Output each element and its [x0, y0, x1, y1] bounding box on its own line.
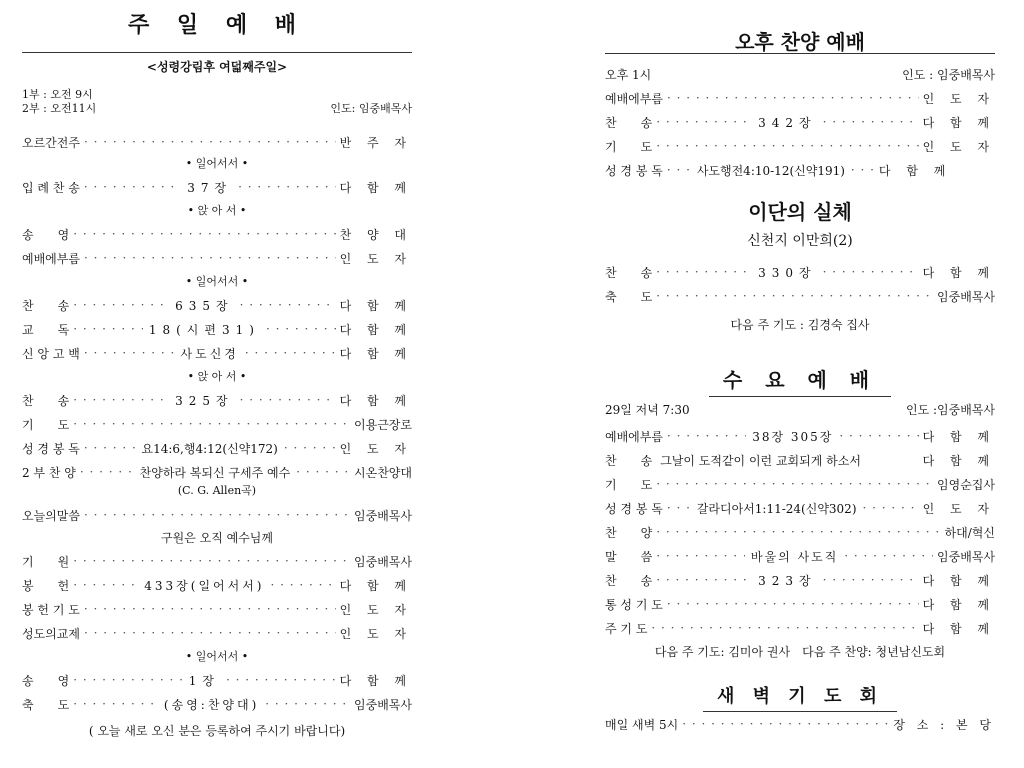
order-row	[22, 624, 412, 642]
order-row	[22, 552, 412, 570]
order-item-person: 다 함 께	[922, 429, 995, 444]
order-row	[605, 427, 995, 445]
dot-leader	[73, 227, 335, 241]
sit-note: • 앉 아 서 •	[187, 370, 247, 383]
service-time-2: 2부 : 오전11시	[22, 102, 97, 115]
order-row	[605, 137, 995, 155]
order-row	[22, 133, 412, 151]
order-item-label: 축 도	[22, 697, 70, 712]
dot-leader	[656, 525, 940, 539]
order-row	[605, 161, 995, 179]
dot-leader	[656, 115, 752, 129]
order-item-label: 예배에부름	[22, 251, 80, 266]
order-item-label: 봉 헌 기 도	[22, 602, 80, 617]
order-item-person: 인 도 자	[922, 139, 995, 154]
sermon-title: 구원은 오직 예수님께	[161, 531, 273, 545]
order-row	[22, 225, 412, 243]
order-item-detail: 사도행전4:10-12(신약191)	[696, 163, 845, 178]
afternoon-time: 오후 1시	[605, 68, 652, 82]
order-item-person: 다 함 께	[922, 621, 995, 636]
dot-leader	[73, 298, 169, 312]
order-row	[605, 547, 995, 565]
order-item-detail: 635장	[175, 298, 234, 313]
order-item-label: 송 영	[22, 227, 70, 242]
order-row	[605, 287, 995, 305]
order-item-person: 다 함 께	[339, 393, 412, 408]
order-item-person: 다 함 께	[922, 597, 995, 612]
dot-leader	[682, 717, 889, 731]
visitor-note: ( 오늘 새로 오신 분은 등록하여 주시기 바랍니다)	[88, 724, 346, 738]
dot-leader	[656, 573, 752, 587]
order-item-detail: 바울의 사도직	[750, 549, 839, 564]
dot-leader	[667, 597, 919, 611]
order-row	[22, 439, 412, 457]
order-row	[605, 523, 995, 541]
order-item-person: 다 함 께	[922, 115, 995, 130]
dot-leader	[84, 508, 350, 522]
order-item-person: 임영순집사	[937, 477, 995, 492]
order-item-person: 임중배목사	[937, 549, 995, 564]
order-item-label: 2 부 찬 양	[22, 465, 76, 480]
order-row	[22, 344, 412, 362]
order-item-label: 찬 송	[605, 453, 653, 468]
dot-leader	[240, 298, 336, 312]
wednesday-leader: 인도 :임중배목사	[905, 403, 995, 417]
order-item-detail: 330장	[758, 265, 817, 280]
dot-leader	[240, 393, 336, 407]
order-item-detail: 1장	[188, 673, 220, 688]
order-item-person: 다 함 께	[339, 578, 412, 593]
wednesday-worship-title: 수 요 예 배	[709, 364, 891, 397]
order-row	[22, 178, 412, 196]
order-item-label: 교 독	[22, 322, 70, 337]
order-item-person: 인 도 자	[339, 441, 412, 456]
order-item-person: 이용근장로	[354, 417, 412, 432]
order-row	[22, 576, 412, 594]
dot-leader	[73, 554, 350, 568]
order-item-label: 봉 헌	[22, 578, 70, 593]
dot-leader	[651, 621, 918, 635]
stand-note: • 일어서서 •	[185, 157, 249, 170]
order-row	[22, 600, 412, 618]
order-item-person: 다 함 께	[339, 673, 412, 688]
dot-leader	[667, 501, 691, 515]
dot-leader	[266, 322, 336, 336]
order-item-person: 인 도 자	[922, 501, 995, 516]
dot-leader	[296, 465, 350, 479]
title-rule	[22, 52, 412, 53]
sermon-subheading: 신천지 이만희(2)	[747, 233, 853, 249]
order-item-detail: 323장	[758, 573, 817, 588]
order-item-label: 성도의교제	[22, 626, 80, 641]
order-item-label: 기 도	[605, 477, 653, 492]
order-row	[605, 715, 995, 733]
order-row	[22, 296, 412, 314]
order-item-person: 시온찬양대	[354, 465, 412, 480]
dot-leader	[265, 697, 350, 711]
dot-leader	[823, 265, 919, 279]
dot-leader	[656, 139, 918, 153]
dawn-prayer-title: 새 벽 기 도 회	[703, 682, 897, 712]
dot-leader	[656, 265, 752, 279]
dot-leader	[226, 673, 336, 687]
order-item-person: 다 함 께	[339, 298, 412, 313]
service-time-1: 1부 : 오전 9시	[22, 88, 93, 101]
order-item-label: 찬 송	[605, 265, 653, 280]
order-item-detail: 18(시편31)	[148, 322, 260, 337]
title-rule	[605, 53, 995, 54]
order-item-detail: 그날이 도적같이 이런 교회되게 하소서	[660, 453, 861, 468]
dot-leader	[271, 578, 336, 592]
dot-leader	[245, 346, 336, 360]
order-row	[605, 595, 995, 613]
worship-subtitle: <성령강림후 여덟째주일>	[146, 60, 288, 74]
dot-leader	[823, 115, 919, 129]
dot-leader	[656, 289, 933, 303]
order-item-detail: 요14:6,행4:12(신약172)	[141, 441, 278, 456]
order-item-detail: 342장	[758, 115, 817, 130]
order-item-person: 다 함 께	[339, 322, 412, 337]
dawn-title-wrap	[605, 682, 995, 712]
order-item-label: 기 도	[22, 417, 70, 432]
order-item-person: 인 도 자	[339, 602, 412, 617]
order-item-person: 임중배목사	[354, 508, 412, 523]
composer-note: (C. G. Allen곡)	[177, 484, 257, 497]
dot-leader	[667, 163, 691, 177]
order-item-person: 다 함 께	[878, 163, 952, 178]
order-item-person: 임중배목사	[354, 697, 412, 712]
dot-leader	[84, 346, 175, 360]
order-row	[22, 415, 412, 433]
dot-leader	[851, 163, 875, 177]
order-item-label: 찬 송	[605, 573, 653, 588]
order-item-detail: 325장	[175, 393, 234, 408]
order-row	[605, 619, 995, 637]
order-row	[605, 263, 995, 281]
order-item-label: 신 앙 고 백	[22, 346, 80, 361]
dot-leader	[667, 91, 919, 105]
order-item-label: 성 경 봉 독	[605, 163, 663, 178]
order-item-label: 매일 새벽 5시	[605, 717, 679, 732]
order-item-label: 찬 양	[605, 525, 653, 540]
order-item-detail: 37장	[187, 180, 233, 195]
order-row	[22, 463, 412, 481]
order-item-detail: 433장(일어서서)	[144, 578, 265, 593]
order-row	[22, 320, 412, 338]
order-item-person: 인 도 자	[339, 251, 412, 266]
order-row	[22, 671, 412, 689]
wednesday-time: 29일 저녁 7:30	[605, 403, 690, 417]
order-item-person: 반 주 자	[339, 135, 412, 150]
order-item-person: 다 함 께	[922, 265, 995, 280]
order-item-detail: 사도신경	[180, 346, 239, 361]
order-row	[22, 249, 412, 267]
sit-note: • 앉 아 서 •	[187, 204, 247, 217]
dot-leader	[238, 180, 335, 194]
dot-leader	[84, 441, 136, 455]
dot-leader	[84, 135, 336, 149]
dot-leader	[73, 393, 169, 407]
dot-leader	[73, 697, 158, 711]
worship-leader: 인도: 임중배목사	[330, 102, 412, 115]
order-row	[22, 506, 412, 524]
order-item-label: 축 도	[605, 289, 653, 304]
order-item-detail: 찬양하라 복되신 구세주 예수	[139, 465, 291, 480]
stand-note: • 일어서서 •	[185, 275, 249, 288]
dot-leader	[863, 501, 919, 515]
order-item-person: 임중배목사	[937, 289, 995, 304]
order-item-detail: (송영:찬양대)	[163, 697, 260, 712]
wednesday-title-wrap	[605, 364, 995, 397]
order-item-person: 다 함 께	[339, 346, 412, 361]
dot-leader	[73, 578, 138, 592]
order-item-detail: 38장 305장	[752, 429, 834, 444]
order-row	[605, 571, 995, 589]
dot-leader	[84, 180, 181, 194]
sermon-heading: 이단의 실체	[748, 200, 852, 224]
order-item-person: 인 도 자	[922, 91, 995, 106]
order-item-label: 성 경 봉 독	[22, 441, 80, 456]
dot-leader	[80, 465, 134, 479]
order-item-label: 말 씀	[605, 549, 653, 564]
order-item-label: 오르간전주	[22, 135, 80, 150]
dot-leader	[73, 673, 183, 687]
order-item-person: 하대/혁신	[944, 525, 995, 540]
order-row	[605, 451, 995, 469]
afternoon-leader: 인도 : 임중배목사	[902, 68, 995, 82]
dot-leader	[84, 602, 336, 616]
order-row	[22, 391, 412, 409]
order-item-label: 기 원	[22, 554, 70, 569]
order-row	[605, 89, 995, 107]
dot-leader	[73, 322, 143, 336]
order-item-label: 통 성 기 도	[605, 597, 663, 612]
dot-leader	[84, 251, 336, 265]
dot-leader	[284, 441, 336, 455]
dot-leader	[84, 626, 336, 640]
stand-note: • 일어서서 •	[185, 650, 249, 663]
order-item-label: 송 영	[22, 673, 70, 688]
order-item-label: 예배에부름	[605, 429, 663, 444]
order-item-label: 오늘의말씀	[22, 508, 80, 523]
order-item-person: 다 함 께	[922, 573, 995, 588]
order-row	[605, 499, 995, 517]
order-item-person: 인 도 자	[339, 626, 412, 641]
order-item-label: 찬 송	[22, 393, 70, 408]
order-item-detail: 갈라디아서1:11-24(신약302)	[696, 501, 857, 516]
order-row	[605, 475, 995, 493]
order-row	[22, 695, 412, 713]
order-item-person: 찬 양 대	[339, 227, 412, 242]
order-item-person: 다 함 께	[922, 453, 995, 468]
dot-leader	[844, 549, 933, 563]
dot-leader	[839, 429, 918, 443]
order-item-label: 기 도	[605, 139, 653, 154]
order-item-label: 찬 송	[605, 115, 653, 130]
order-item-person: 장 소 : 본 당	[893, 717, 995, 732]
dot-leader	[823, 573, 919, 587]
next-week-line: 다음 주 기도: 김미아 권사 다음 주 찬양: 청년남신도회	[654, 645, 946, 659]
dot-leader	[656, 549, 745, 563]
order-item-person: 임중배목사	[354, 554, 412, 569]
next-prayer: 다음 주 기도 : 김경숙 집사	[730, 318, 870, 332]
sunday-worship-title: 주 일 예 배	[128, 12, 306, 38]
dot-leader	[656, 477, 933, 491]
order-item-label: 입 례 찬 송	[22, 180, 80, 195]
order-row	[605, 113, 995, 131]
order-item-person: 다 함 께	[339, 180, 412, 195]
order-item-label: 예배에부름	[605, 91, 663, 106]
order-item-label: 성 경 봉 독	[605, 501, 663, 516]
dot-leader	[667, 429, 746, 443]
order-item-label: 찬 송	[22, 298, 70, 313]
dot-leader	[73, 417, 350, 431]
order-item-label: 주 기 도	[605, 621, 648, 636]
afternoon-worship-title: 오후 찬양 예배	[735, 30, 865, 54]
